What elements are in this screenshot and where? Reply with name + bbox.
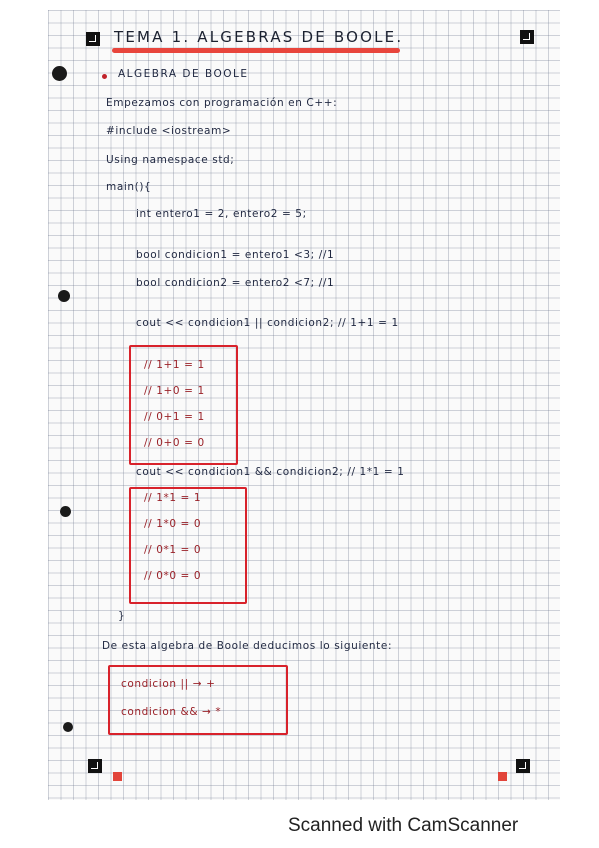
code-line: cout << condicion1 || condicion2; // 1+1 = 1 xyxy=(136,317,399,329)
code-line: #include <iostream> xyxy=(106,125,232,137)
binder-hole xyxy=(58,290,70,302)
or-row: // 0+1 = 1 xyxy=(144,411,205,423)
scanner-watermark: Scanned with CamScanner xyxy=(288,815,519,836)
summary-row: condicion && → * xyxy=(121,706,222,718)
corner-marker-icon xyxy=(88,759,102,773)
summary-box xyxy=(108,665,288,735)
red-marker-icon xyxy=(113,772,122,781)
section-bullet-icon xyxy=(102,74,107,79)
or-row: // 0+0 = 0 xyxy=(144,437,205,449)
code-line: bool condicion1 = entero1 <3; //1 xyxy=(136,249,335,261)
binder-hole xyxy=(52,66,67,81)
binder-hole xyxy=(60,506,71,517)
closing-brace: } xyxy=(118,610,126,622)
and-row: // 1*1 = 1 xyxy=(144,492,202,504)
or-row: // 1+0 = 1 xyxy=(144,385,205,397)
corner-marker-icon xyxy=(86,32,100,46)
summary-row: condicion || → + xyxy=(121,678,216,690)
intro-text: Empezamos con programación en C++: xyxy=(106,97,338,109)
deduction-text: De esta algebra de Boole deducimos lo siguiente: xyxy=(102,640,393,652)
page-title: TEMA 1. ALGEBRAS DE BOOLE. xyxy=(114,28,404,46)
title-highlight xyxy=(112,48,400,53)
section-heading: ALGEBRA DE BOOLE xyxy=(118,68,249,80)
code-line: int entero1 = 2, entero2 = 5; xyxy=(136,208,307,220)
red-marker-icon xyxy=(498,772,507,781)
code-line: bool condicion2 = entero2 <7; //1 xyxy=(136,277,335,289)
and-row: // 1*0 = 0 xyxy=(144,518,202,530)
and-row: // 0*1 = 0 xyxy=(144,544,202,556)
corner-marker-icon xyxy=(520,30,534,44)
or-row: // 1+1 = 1 xyxy=(144,359,205,371)
corner-marker-icon xyxy=(516,759,530,773)
and-row: // 0*0 = 0 xyxy=(144,570,202,582)
code-line: Using namespace std; xyxy=(106,154,235,166)
code-line: cout << condicion1 && condicion2; // 1*1 = 1 xyxy=(136,466,405,478)
code-line: main(){ xyxy=(106,181,152,193)
binder-hole xyxy=(63,722,73,732)
